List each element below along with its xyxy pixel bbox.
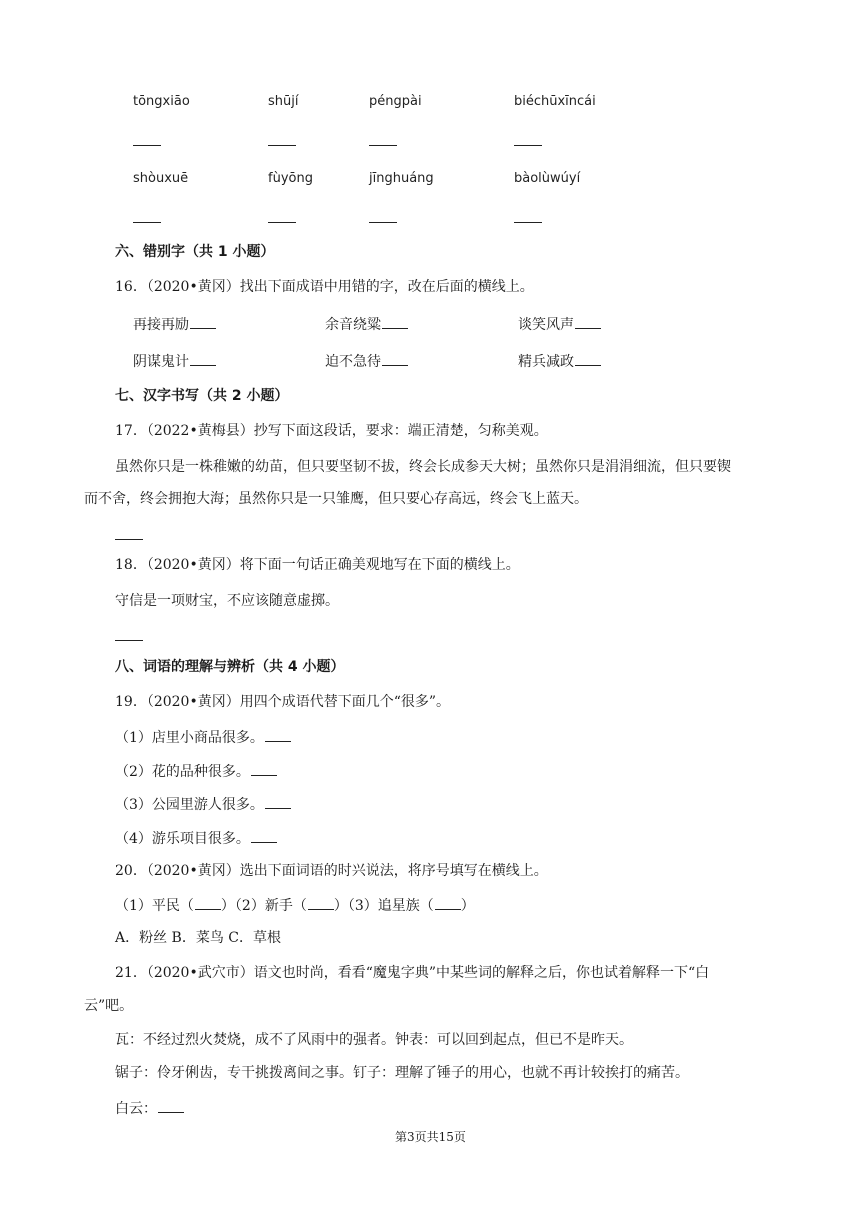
answer-blank[interactable]: [190, 316, 216, 329]
answer-blank[interactable]: [369, 144, 397, 146]
answer-blank[interactable]: [158, 1100, 184, 1113]
answer-blank[interactable]: [133, 221, 161, 223]
question-20-options: A．粉丝 B．菜鸟 C．草根: [115, 930, 282, 946]
question-19-item: （2）花的品种很多。: [115, 763, 277, 779]
answer-blank[interactable]: [133, 144, 161, 146]
idiom-item: 阴谋鬼计: [133, 353, 216, 369]
answer-blank[interactable]: [514, 221, 542, 223]
question-17: 17．（2022•黄梅县）抄写下面这段话，要求：端正清楚，匀称美观。: [115, 423, 548, 439]
question-21-answer: 白云：: [115, 1100, 184, 1116]
question-16: 16．（2020•黄冈）找出下面成语中用错的字，改在后面的横线上。: [115, 279, 534, 295]
question-18-text: 守信是一项财宝，不应该随意虚掷。: [115, 593, 339, 609]
pinyin-word: péngpài: [369, 94, 422, 109]
answer-blank[interactable]: [369, 221, 397, 223]
answer-blank[interactable]: [575, 353, 601, 366]
section-heading: 八、词语的理解与辨析（共 4 小题）: [115, 659, 345, 675]
page-footer: 第3页共15页: [395, 1130, 466, 1144]
section-heading: 六、错别字（共 1 小题）: [115, 244, 275, 260]
answer-blank[interactable]: [115, 639, 143, 641]
pinyin-word: bàolùwúyí: [514, 171, 581, 186]
answer-blank[interactable]: [382, 353, 408, 366]
question-21: 21．（2020•武穴市）语文也时尚，看看“魔鬼字典”中某些词的解释之后，你也试着解释一下“白: [115, 965, 710, 981]
question-19-item: （4）游乐项目很多。: [115, 830, 277, 846]
question-20: 20．（2020•黄冈）选出下面词语的时兴说法，将序号填写在横线上。: [115, 863, 548, 879]
idiom-item: 精兵减政: [518, 353, 601, 369]
pinyin-word: fùyōng: [268, 171, 313, 186]
question-21-example: 瓦：不经过烈火焚烧，成不了风雨中的强者。钟表：可以回到起点，但已不是昨天。: [115, 1032, 633, 1048]
idiom-item: 余音绕粱: [325, 316, 408, 332]
answer-blank[interactable]: [115, 538, 143, 540]
question-19: 19．（2020•黄冈）用四个成语代替下面几个“很多”。: [115, 694, 451, 710]
answer-blank[interactable]: [268, 221, 296, 223]
answer-blank[interactable]: [382, 316, 408, 329]
answer-blank[interactable]: [190, 353, 216, 366]
section-heading: 七、汉字书写（共 2 小题）: [115, 388, 289, 404]
answer-blank[interactable]: [308, 897, 334, 910]
question-18: 18．（2020•黄冈）将下面一句话正确美观地写在下面的横线上。: [115, 557, 520, 573]
answer-blank[interactable]: [251, 830, 277, 843]
answer-blank[interactable]: [575, 316, 601, 329]
question-17-text: 虽然你只是一株稚嫩的幼苗，但只要坚韧不拔，终会长成参天大树；虽然你只是涓涓细流，但只要锲: [115, 459, 731, 475]
answer-blank[interactable]: [195, 897, 221, 910]
question-19-item: （3）公园里游人很多。: [115, 796, 291, 812]
answer-blank[interactable]: [265, 729, 291, 742]
question-20-items: （1）平民（ ）（2）新手（ ）（3）追星族（ ）: [115, 898, 475, 914]
pinyin-word: jīnghuáng: [369, 171, 434, 186]
pinyin-word: shūjí: [268, 94, 299, 109]
idiom-item: 谈笑风声: [518, 316, 601, 332]
question-19-item: （1）店里小商品很多。: [115, 729, 291, 745]
question-21: 云”吧。: [84, 998, 134, 1014]
question-21-example: 锯子：伶牙俐齿，专干挑拨离间之事。钉子：理解了锤子的用心，也就不再计较挨打的痛苦。: [115, 1065, 689, 1081]
question-17-text: 而不舍，终会拥抱大海；虽然你只是一只雏鹰，但只要心存高远，终会飞上蓝天。: [84, 491, 588, 507]
answer-blank[interactable]: [268, 144, 296, 146]
answer-blank[interactable]: [435, 897, 461, 910]
idiom-item: 再接再励: [133, 316, 216, 332]
pinyin-word: tōngxiāo: [133, 94, 190, 109]
pinyin-word: shòuxuē: [133, 171, 189, 186]
answer-blank[interactable]: [514, 144, 542, 146]
pinyin-word: biéchūxīncái: [514, 94, 596, 109]
answer-blank[interactable]: [251, 763, 277, 776]
idiom-item: 迫不急待: [325, 353, 408, 369]
answer-blank[interactable]: [265, 796, 291, 809]
